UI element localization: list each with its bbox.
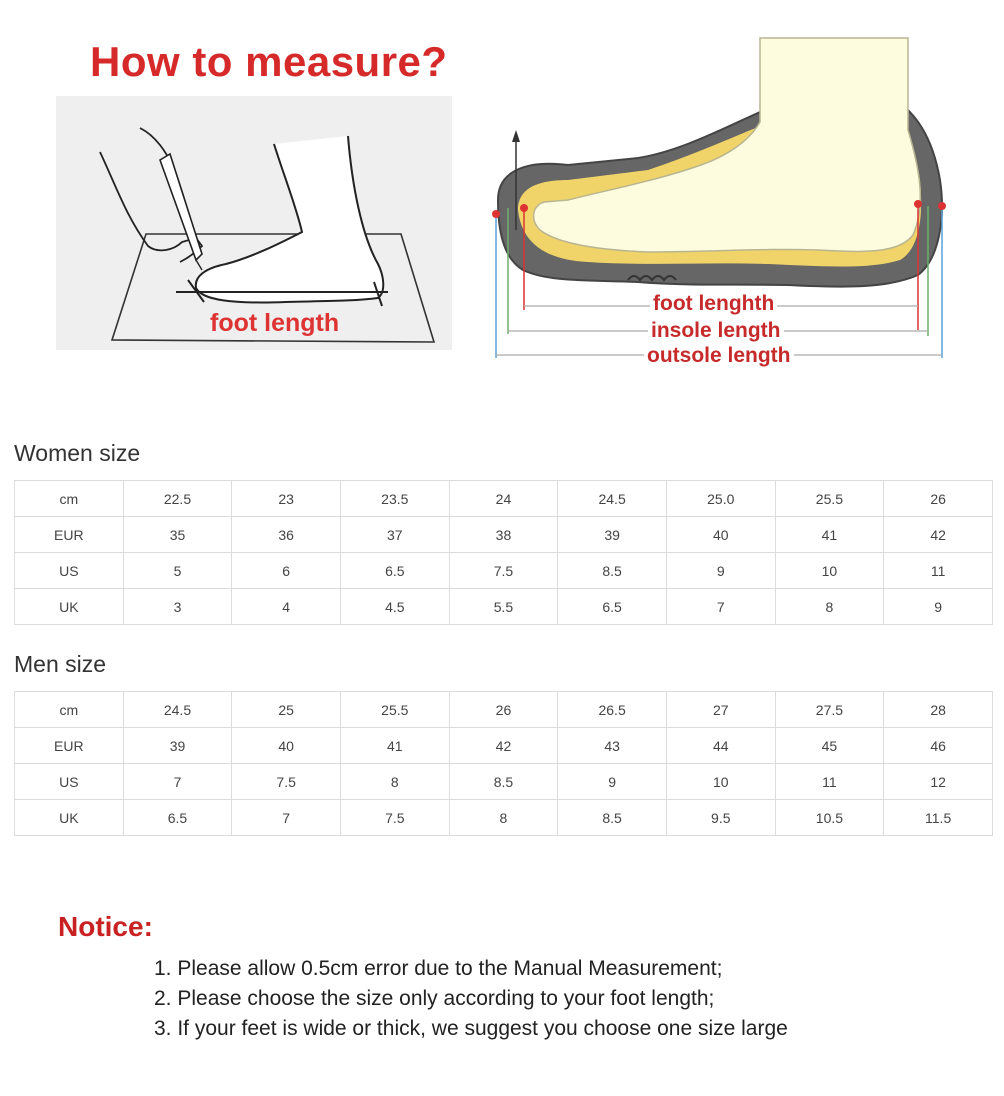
table-cell: 3 [123, 589, 232, 625]
table-cell: 4 [232, 589, 341, 625]
insole-length-label: insole length [648, 320, 784, 342]
page-title: How to measure? [90, 38, 448, 85]
table-cell: 8 [340, 764, 449, 800]
table-cell: 11 [884, 553, 993, 589]
table-cell: 35 [123, 517, 232, 553]
table-cell: 5 [123, 553, 232, 589]
foot-length-label: foot length [210, 309, 340, 337]
table-cell: 27 [666, 692, 775, 728]
notice-item: 1. Please allow 0.5cm error due to the Manual Measurement; [154, 957, 723, 980]
men-size-title: Men size [14, 651, 107, 677]
table-cell: 12 [884, 764, 993, 800]
table-cell: 41 [340, 728, 449, 764]
table-cell: 26 [449, 692, 558, 728]
notice-item: 2. Please choose the size only according to your foot length; [154, 987, 715, 1010]
table-cell: 6.5 [558, 589, 667, 625]
table-row [15, 764, 993, 800]
table-cell: 11 [775, 764, 884, 800]
table-cell: 10 [775, 553, 884, 589]
table-cell: 9 [558, 764, 667, 800]
row-label: cm [15, 692, 124, 728]
table-cell: 8 [775, 589, 884, 625]
row-label: EUR [15, 728, 124, 764]
table-cell: 23.5 [340, 481, 449, 517]
table-row [15, 800, 993, 836]
table-cell: 39 [123, 728, 232, 764]
table-cell: 11.5 [884, 800, 993, 836]
table-cell: 42 [884, 517, 993, 553]
table-cell: 7 [666, 589, 775, 625]
row-label: US [15, 764, 124, 800]
table-cell: 37 [340, 517, 449, 553]
notice-item: 3. If your feet is wide or thick, we suggest you choose one size large [154, 1017, 788, 1040]
row-label: cm [15, 481, 124, 517]
table-cell: 7.5 [340, 800, 449, 836]
notice-list [154, 956, 788, 1046]
table-cell: 8 [449, 800, 558, 836]
table-cell: 5.5 [449, 589, 558, 625]
table-cell: 39 [558, 517, 667, 553]
table-cell: 26.5 [558, 692, 667, 728]
table-cell: 8.5 [558, 553, 667, 589]
row-label: US [15, 553, 124, 589]
table-cell: 6 [232, 553, 341, 589]
table-cell: 45 [775, 728, 884, 764]
table-cell: 9 [666, 553, 775, 589]
table-cell: 25 [232, 692, 341, 728]
table-cell: 24 [449, 481, 558, 517]
table-cell: 46 [884, 728, 993, 764]
table-cell: 24.5 [558, 481, 667, 517]
table-cell: 43 [558, 728, 667, 764]
table-cell: 7.5 [449, 553, 558, 589]
table-cell: 24.5 [123, 692, 232, 728]
table-cell: 23 [232, 481, 341, 517]
table-cell: 42 [449, 728, 558, 764]
table-cell: 25.0 [666, 481, 775, 517]
row-label: EUR [15, 517, 124, 553]
table-cell: 6.5 [123, 800, 232, 836]
table-row [15, 553, 993, 589]
table-cell: 25.5 [340, 692, 449, 728]
outsole-length-label: outsole length [644, 345, 794, 367]
table-row [15, 728, 993, 764]
table-row [15, 517, 993, 553]
table-cell: 22.5 [123, 481, 232, 517]
table-cell: 9 [884, 589, 993, 625]
table-cell: 10.5 [775, 800, 884, 836]
table-cell: 9.5 [666, 800, 775, 836]
table-cell: 7 [123, 764, 232, 800]
table-cell: 25.5 [775, 481, 884, 517]
table-cell: 4.5 [340, 589, 449, 625]
table-cell: 26 [884, 481, 993, 517]
table-row [15, 692, 993, 728]
table-cell: 6.5 [340, 553, 449, 589]
table-row [15, 589, 993, 625]
table-cell: 8.5 [558, 800, 667, 836]
women-size-title: Women size [14, 440, 141, 466]
table-cell: 44 [666, 728, 775, 764]
row-label: UK [15, 589, 124, 625]
table-cell: 8.5 [449, 764, 558, 800]
women-size-table [14, 480, 993, 625]
notice-title: Notice: [58, 911, 153, 942]
table-cell: 28 [884, 692, 993, 728]
table-cell: 10 [666, 764, 775, 800]
table-cell: 27.5 [775, 692, 884, 728]
table-cell: 7 [232, 800, 341, 836]
men-size-table [14, 691, 993, 836]
foot-lenghth-label: foot lenghth [650, 293, 777, 315]
table-cell: 7.5 [232, 764, 341, 800]
table-cell: 36 [232, 517, 341, 553]
row-label: UK [15, 800, 124, 836]
table-cell: 41 [775, 517, 884, 553]
table-row [15, 481, 993, 517]
table-cell: 38 [449, 517, 558, 553]
table-cell: 40 [232, 728, 341, 764]
table-cell: 40 [666, 517, 775, 553]
